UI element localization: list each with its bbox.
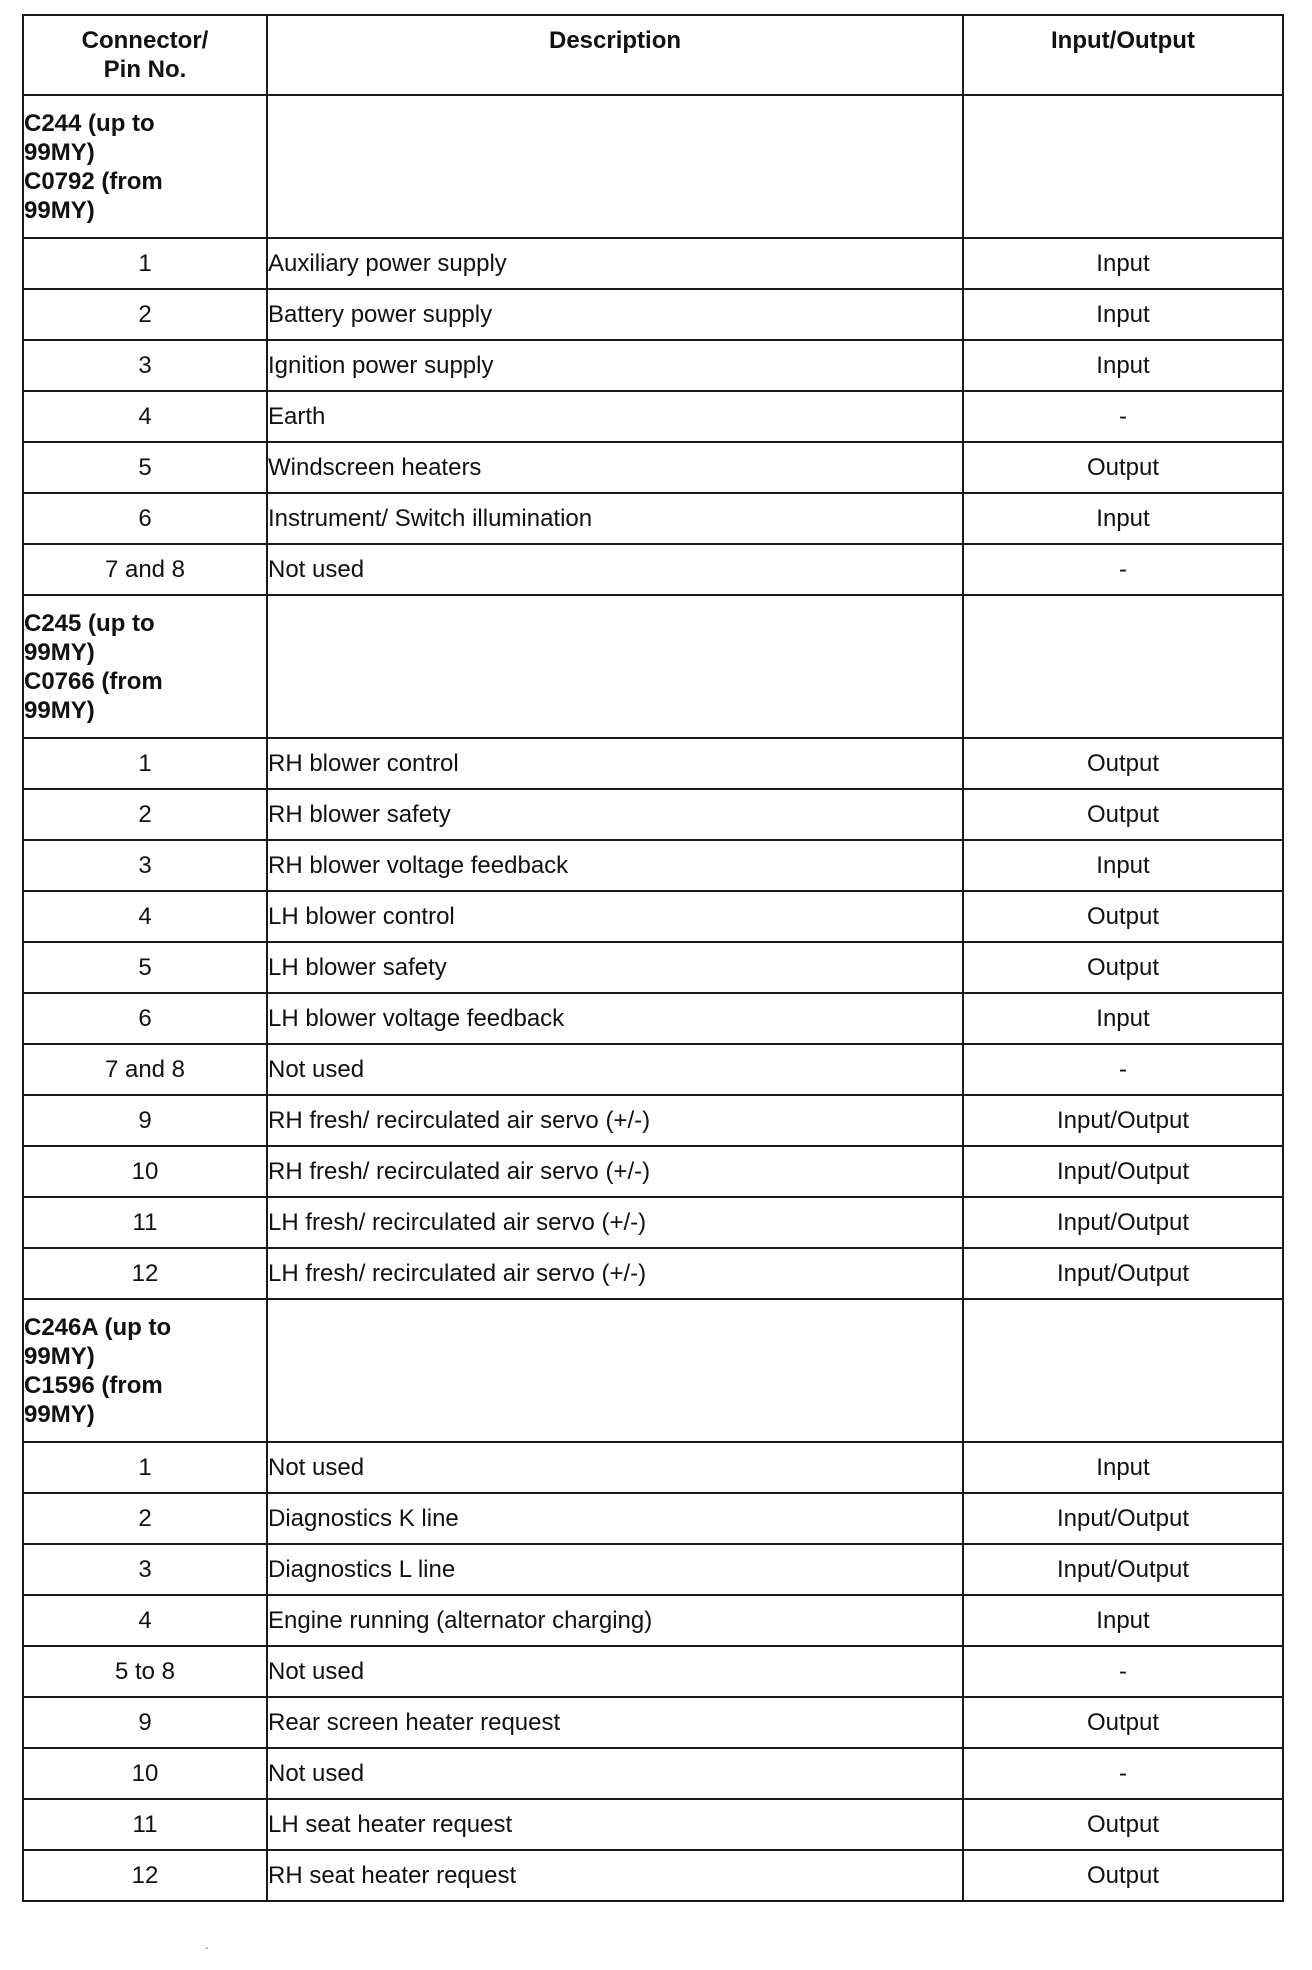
- table-row: [23, 289, 1283, 340]
- description-cell: LH blower control: [267, 891, 963, 942]
- pin-cell: 9: [23, 1095, 267, 1146]
- connector-label: C246A (up to 99MY) C1596 (from 99MY): [23, 1299, 267, 1442]
- table-row: [23, 942, 1283, 993]
- table-row: [23, 1595, 1283, 1646]
- io-cell: Input/Output: [963, 1146, 1283, 1197]
- io-cell: Input: [963, 1442, 1283, 1493]
- table-row: [23, 1044, 1283, 1095]
- pin-cell: 2: [23, 1493, 267, 1544]
- pin-cell: 12: [23, 1248, 267, 1299]
- connector-group-row: [23, 95, 1283, 238]
- io-cell: Input/Output: [963, 1544, 1283, 1595]
- description-cell: Engine running (alternator charging): [267, 1595, 963, 1646]
- header-input-output: Input/Output: [963, 15, 1283, 95]
- empty-cell: [267, 595, 963, 738]
- io-cell: Input: [963, 289, 1283, 340]
- description-cell: LH blower voltage feedback: [267, 993, 963, 1044]
- table-row: [23, 1646, 1283, 1697]
- empty-cell: [267, 95, 963, 238]
- description-cell: RH seat heater request: [267, 1850, 963, 1901]
- io-cell: Output: [963, 1697, 1283, 1748]
- description-cell: Battery power supply: [267, 289, 963, 340]
- pin-cell: 2: [23, 289, 267, 340]
- pin-cell: 3: [23, 340, 267, 391]
- header-row: [23, 15, 1283, 95]
- description-cell: RH blower voltage feedback: [267, 840, 963, 891]
- io-cell: -: [963, 1748, 1283, 1799]
- pin-cell: 7 and 8: [23, 544, 267, 595]
- table-body: [23, 95, 1283, 1901]
- table-row: [23, 1850, 1283, 1901]
- table-row: [23, 340, 1283, 391]
- io-cell: Output: [963, 738, 1283, 789]
- description-cell: LH seat heater request: [267, 1799, 963, 1850]
- io-cell: Input/Output: [963, 1248, 1283, 1299]
- pin-cell: 11: [23, 1799, 267, 1850]
- io-cell: Output: [963, 891, 1283, 942]
- page-mark: ‐: [205, 1943, 209, 1954]
- table-row: [23, 1442, 1283, 1493]
- io-cell: Input: [963, 493, 1283, 544]
- io-cell: Input: [963, 340, 1283, 391]
- description-cell: RH fresh/ recirculated air servo (+/-): [267, 1095, 963, 1146]
- io-cell: Input: [963, 1595, 1283, 1646]
- empty-cell: [963, 1299, 1283, 1442]
- io-cell: Input: [963, 840, 1283, 891]
- description-cell: Diagnostics L line: [267, 1544, 963, 1595]
- pin-cell: 1: [23, 238, 267, 289]
- table-row: [23, 1248, 1283, 1299]
- description-cell: Windscreen heaters: [267, 442, 963, 493]
- pin-cell: 9: [23, 1697, 267, 1748]
- io-cell: Output: [963, 789, 1283, 840]
- description-cell: LH fresh/ recirculated air servo (+/-): [267, 1248, 963, 1299]
- pin-cell: 10: [23, 1748, 267, 1799]
- io-cell: -: [963, 1646, 1283, 1697]
- description-cell: LH blower safety: [267, 942, 963, 993]
- io-cell: -: [963, 544, 1283, 595]
- table-row: [23, 1544, 1283, 1595]
- pin-cell: 12: [23, 1850, 267, 1901]
- description-cell: Not used: [267, 1748, 963, 1799]
- pin-cell: 5: [23, 442, 267, 493]
- io-cell: Input: [963, 238, 1283, 289]
- description-cell: RH blower safety: [267, 789, 963, 840]
- table-row: [23, 1197, 1283, 1248]
- table-row: [23, 789, 1283, 840]
- table-row: [23, 544, 1283, 595]
- connector-pin-table: [22, 14, 1284, 1902]
- table-row: [23, 891, 1283, 942]
- pin-cell: 1: [23, 738, 267, 789]
- description-cell: Not used: [267, 1646, 963, 1697]
- table-row: [23, 738, 1283, 789]
- connector-label: C245 (up to 99MY) C0766 (from 99MY): [23, 595, 267, 738]
- table-row: [23, 391, 1283, 442]
- io-cell: Input/Output: [963, 1197, 1283, 1248]
- description-cell: Earth: [267, 391, 963, 442]
- pin-cell: 4: [23, 1595, 267, 1646]
- table-row: [23, 1095, 1283, 1146]
- table-row: [23, 493, 1283, 544]
- io-cell: Input/Output: [963, 1493, 1283, 1544]
- empty-cell: [963, 95, 1283, 238]
- pin-cell: 5: [23, 942, 267, 993]
- pin-cell: 5 to 8: [23, 1646, 267, 1697]
- empty-cell: [267, 1299, 963, 1442]
- io-cell: Output: [963, 1799, 1283, 1850]
- description-cell: Rear screen heater request: [267, 1697, 963, 1748]
- description-cell: LH fresh/ recirculated air servo (+/-): [267, 1197, 963, 1248]
- io-cell: Output: [963, 442, 1283, 493]
- header-description: Description: [267, 15, 963, 95]
- connector-label: C244 (up to 99MY) C0792 (from 99MY): [23, 95, 267, 238]
- table-row: [23, 442, 1283, 493]
- io-cell: Output: [963, 942, 1283, 993]
- pin-cell: 2: [23, 789, 267, 840]
- io-cell: -: [963, 391, 1283, 442]
- description-cell: Diagnostics K line: [267, 1493, 963, 1544]
- table-row: [23, 1146, 1283, 1197]
- pin-cell: 6: [23, 493, 267, 544]
- pin-cell: 10: [23, 1146, 267, 1197]
- description-cell: Instrument/ Switch illumination: [267, 493, 963, 544]
- table-row: [23, 1799, 1283, 1850]
- description-cell: RH fresh/ recirculated air servo (+/-): [267, 1146, 963, 1197]
- io-cell: Input: [963, 993, 1283, 1044]
- description-cell: Not used: [267, 544, 963, 595]
- pin-cell: 6: [23, 993, 267, 1044]
- description-cell: Auxiliary power supply: [267, 238, 963, 289]
- pin-cell: 7 and 8: [23, 1044, 267, 1095]
- table-row: [23, 1493, 1283, 1544]
- table-row: [23, 993, 1283, 1044]
- table-row: [23, 1697, 1283, 1748]
- table-row: [23, 840, 1283, 891]
- description-cell: Ignition power supply: [267, 340, 963, 391]
- connector-group-row: [23, 1299, 1283, 1442]
- description-cell: Not used: [267, 1442, 963, 1493]
- empty-cell: [963, 595, 1283, 738]
- io-cell: -: [963, 1044, 1283, 1095]
- pin-cell: 4: [23, 391, 267, 442]
- pin-cell: 3: [23, 1544, 267, 1595]
- pin-cell: 3: [23, 840, 267, 891]
- io-cell: Output: [963, 1850, 1283, 1901]
- pin-cell: 4: [23, 891, 267, 942]
- header-connector-pin: Connector/ Pin No.: [23, 15, 267, 95]
- table-row: [23, 238, 1283, 289]
- description-cell: RH blower control: [267, 738, 963, 789]
- table-row: [23, 1748, 1283, 1799]
- description-cell: Not used: [267, 1044, 963, 1095]
- pin-cell: 11: [23, 1197, 267, 1248]
- connector-group-row: [23, 595, 1283, 738]
- pin-cell: 1: [23, 1442, 267, 1493]
- io-cell: Input/Output: [963, 1095, 1283, 1146]
